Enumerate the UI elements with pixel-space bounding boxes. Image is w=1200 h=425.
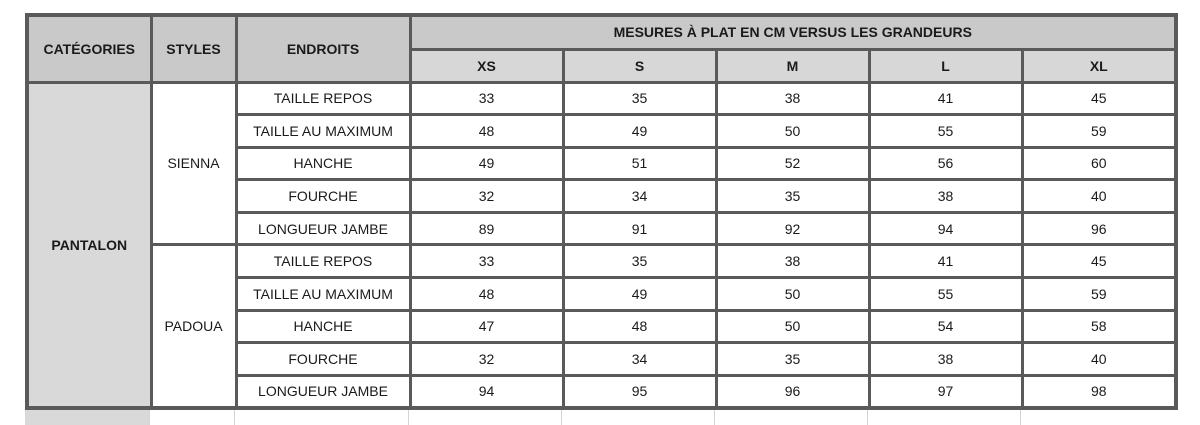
value-cell: 89: [410, 212, 563, 245]
style-cell-padoua: PADOUA: [151, 245, 236, 408]
value-cell: 38: [716, 245, 869, 278]
header-size-l: L: [869, 49, 1022, 82]
value-cell: 38: [869, 343, 1022, 376]
value-cell: 94: [410, 375, 563, 408]
value-cell: 59: [1022, 115, 1176, 148]
size-chart-table: [25, 13, 1178, 410]
value-cell: 45: [1022, 245, 1176, 278]
column-divider: [561, 410, 562, 425]
value-cell: 92: [716, 212, 869, 245]
location-cell: HANCHE: [236, 147, 410, 180]
value-cell: 58: [1022, 310, 1176, 343]
location-cell: HANCHE: [236, 310, 410, 343]
table-row: [27, 245, 1176, 278]
value-cell: 91: [563, 212, 716, 245]
value-cell: 49: [563, 115, 716, 148]
location-cell: TAILLE REPOS: [236, 82, 410, 115]
value-cell: 94: [869, 212, 1022, 245]
value-cell: 48: [410, 115, 563, 148]
value-cell: 98: [1022, 375, 1176, 408]
value-cell: 55: [869, 278, 1022, 311]
value-cell: 34: [563, 343, 716, 376]
value-cell: 40: [1022, 180, 1176, 213]
location-cell: FOURCHE: [236, 180, 410, 213]
value-cell: 95: [563, 375, 716, 408]
value-cell: 51: [563, 147, 716, 180]
table-continuation-strip: [25, 410, 1174, 425]
value-cell: 97: [869, 375, 1022, 408]
header-size-xl: XL: [1022, 49, 1176, 82]
header-categories: CATÉGORIES: [27, 15, 151, 82]
category-cell: PANTALON: [27, 82, 151, 408]
value-cell: 35: [563, 245, 716, 278]
location-cell: TAILLE AU MAXIMUM: [236, 115, 410, 148]
value-cell: 35: [716, 180, 869, 213]
location-cell: LONGUEUR JAMBE: [236, 212, 410, 245]
value-cell: 50: [716, 115, 869, 148]
value-cell: 59: [1022, 278, 1176, 311]
column-divider: [714, 410, 715, 425]
location-cell: LONGUEUR JAMBE: [236, 375, 410, 408]
value-cell: 38: [716, 82, 869, 115]
value-cell: 33: [410, 82, 563, 115]
value-cell: 32: [410, 343, 563, 376]
location-cell: TAILLE AU MAXIMUM: [236, 278, 410, 311]
value-cell: 34: [563, 180, 716, 213]
value-cell: 40: [1022, 343, 1176, 376]
location-cell: FOURCHE: [236, 343, 410, 376]
value-cell: 50: [716, 310, 869, 343]
column-divider: [149, 410, 150, 425]
value-cell: 96: [1022, 212, 1176, 245]
header-measures: MESURES À PLAT EN CM VERSUS LES GRANDEURS: [410, 15, 1176, 49]
value-cell: 49: [410, 147, 563, 180]
value-cell: 60: [1022, 147, 1176, 180]
value-cell: 50: [716, 278, 869, 311]
column-divider: [867, 410, 868, 425]
table-row: [27, 82, 1176, 115]
header-size-m: M: [716, 49, 869, 82]
value-cell: 45: [1022, 82, 1176, 115]
value-cell: 35: [716, 343, 869, 376]
header-size-xs: XS: [410, 49, 563, 82]
value-cell: 41: [869, 82, 1022, 115]
header-locations: ENDROITS: [236, 15, 410, 82]
value-cell: 48: [410, 278, 563, 311]
value-cell: 54: [869, 310, 1022, 343]
value-cell: 41: [869, 245, 1022, 278]
value-cell: 52: [716, 147, 869, 180]
header-size-s: S: [563, 49, 716, 82]
column-divider: [234, 410, 235, 425]
value-cell: 48: [563, 310, 716, 343]
value-cell: 55: [869, 115, 1022, 148]
header-styles: STYLES: [151, 15, 236, 82]
value-cell: 38: [869, 180, 1022, 213]
column-divider: [1020, 410, 1021, 425]
column-divider: [408, 410, 409, 425]
category-column-continuation: [25, 410, 149, 425]
value-cell: 49: [563, 278, 716, 311]
value-cell: 96: [716, 375, 869, 408]
value-cell: 33: [410, 245, 563, 278]
style-cell-sienna: SIENNA: [151, 82, 236, 245]
value-cell: 32: [410, 180, 563, 213]
value-cell: 47: [410, 310, 563, 343]
value-cell: 56: [869, 147, 1022, 180]
location-cell: TAILLE REPOS: [236, 245, 410, 278]
value-cell: 35: [563, 82, 716, 115]
